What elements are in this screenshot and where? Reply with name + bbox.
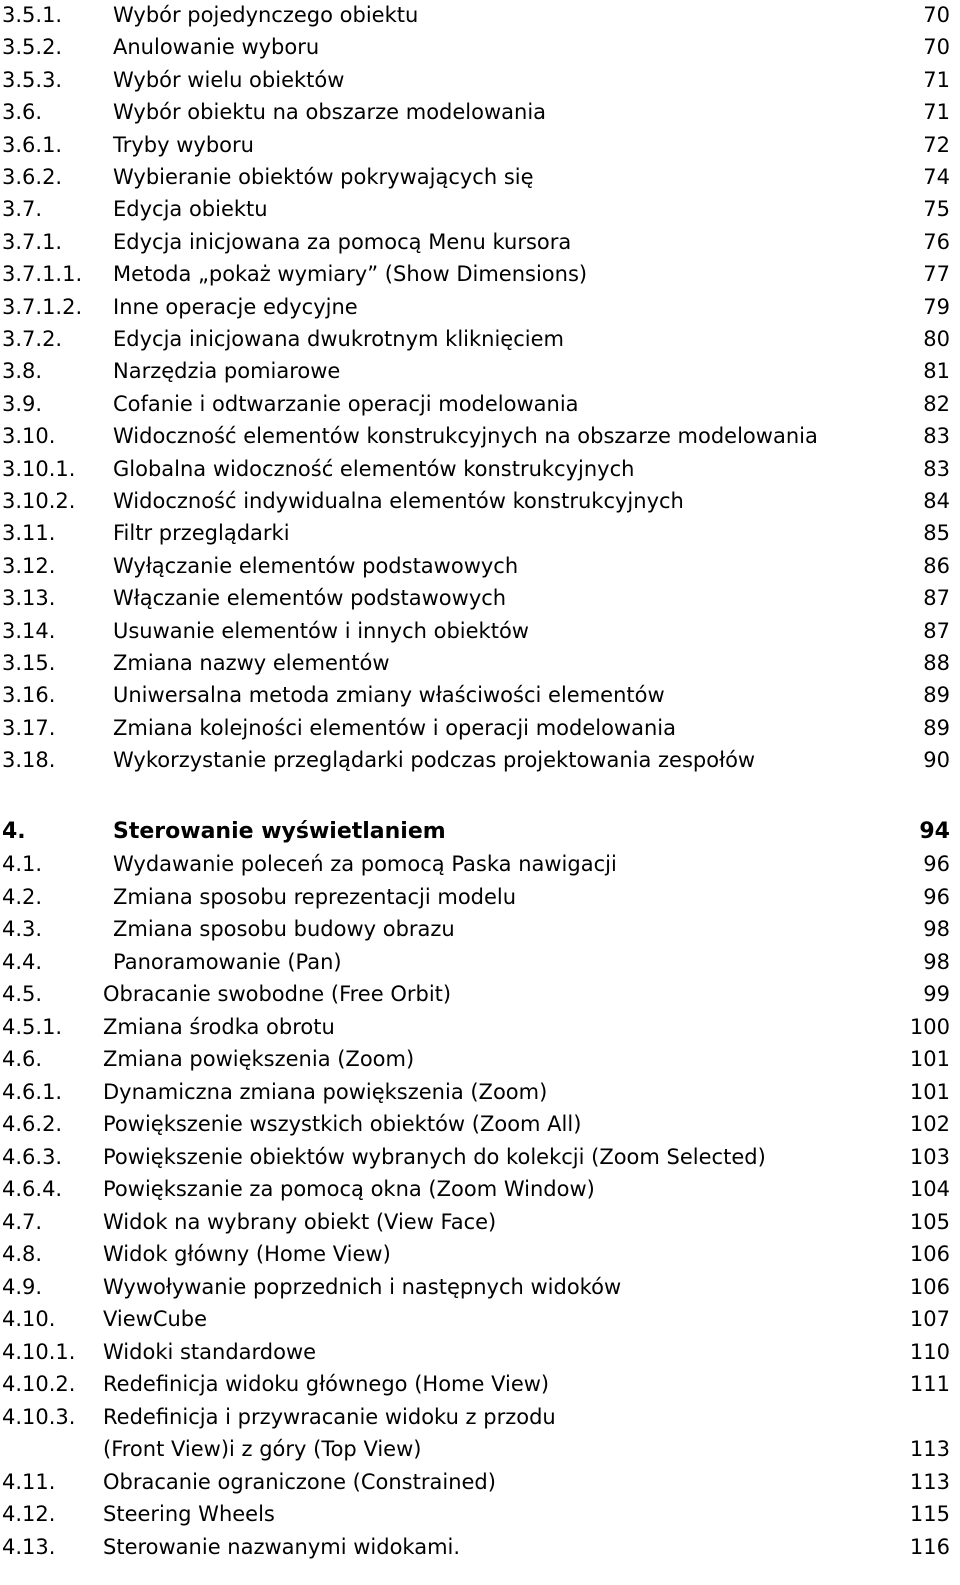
entry-title: Wybieranie obiektów pokrywających się <box>113 165 534 189</box>
toc-entry <box>0 1304 960 1334</box>
entry-page-number: 74 <box>923 165 950 189</box>
toc-entry <box>0 882 960 912</box>
toc-entry <box>0 324 960 354</box>
entry-number: 4.6. <box>2 1047 43 1071</box>
entry-number: 3.8. <box>2 359 43 384</box>
toc-entry <box>0 486 960 516</box>
toc-entry <box>0 518 960 548</box>
entry-page-number: 111 <box>909 1372 950 1396</box>
entry-number: 3.7. <box>2 197 43 222</box>
entry-number: 3.18. <box>2 748 56 773</box>
entry-number: 4.4. <box>2 949 43 974</box>
toc-entry <box>0 1012 960 1042</box>
entry-number: 4.12. <box>2 1502 56 1526</box>
entry-number: 4.8. <box>2 1242 43 1266</box>
entry-page-number: 87 <box>923 586 950 611</box>
entry-number: 4.5.1. <box>2 1014 63 1039</box>
entry-page-number: 89 <box>923 715 950 740</box>
entry-number: 3.14. <box>2 618 56 643</box>
entry-number: 4.6.1. <box>2 1079 63 1104</box>
entry-page-number: 116 <box>909 1534 950 1559</box>
toc-entry <box>0 1467 960 1497</box>
toc-entry <box>0 130 960 160</box>
toc-entry <box>0 389 960 419</box>
entry-number: 3.7.1.1. <box>2 262 83 287</box>
entry-title: Widok na wybrany obiekt (View Face) <box>103 1209 497 1234</box>
entry-page-number: 89 <box>923 683 950 708</box>
toc-entry <box>0 421 960 451</box>
entry-title: Zmiana kolejności elementów i operacji modelowania <box>113 715 676 740</box>
toc-entry <box>0 648 960 678</box>
entry-title: Zmiana sposobu reprezentacji modelu <box>113 884 517 909</box>
entry-page-number: 86 <box>923 553 950 578</box>
toc-entry <box>0 1239 960 1269</box>
toc-entry <box>0 194 960 224</box>
entry-title: Metoda „pokaż wymiary” (Show Dimensions) <box>113 262 588 287</box>
entry-page-number: 113 <box>909 1437 950 1461</box>
entry-title: Obracanie ograniczone (Constrained) <box>103 1469 496 1494</box>
toc-entry <box>0 454 960 484</box>
toc-entry <box>0 947 960 977</box>
entry-number: 4.9. <box>2 1274 43 1299</box>
entry-title: Cofanie i odtwarzanie operacji modelowania <box>113 391 579 416</box>
entry-title: Sterowanie nazwanymi widokami. <box>103 1534 461 1559</box>
entry-title: Wyłączanie elementów podstawowych <box>113 553 519 578</box>
toc-entry <box>0 914 960 944</box>
entry-number: 3.5.3. <box>2 67 63 92</box>
toc-entry <box>0 849 960 879</box>
entry-page-number: 94 <box>919 819 950 844</box>
entry-page-number: 87 <box>923 618 950 643</box>
toc-entry <box>0 616 960 646</box>
entry-number: 4.10.3. <box>2 1404 76 1429</box>
entry-page-number: 77 <box>923 262 950 287</box>
entry-page-number: 79 <box>923 294 950 319</box>
toc-entry <box>0 32 960 62</box>
entry-title: Edycja obiektu <box>113 197 268 222</box>
entry-number: 3.9. <box>2 391 43 416</box>
toc-entry <box>0 1402 960 1432</box>
entry-title: Wybór wielu obiektów <box>113 67 345 92</box>
entry-number: 4.10.1. <box>2 1339 76 1364</box>
toc-entry <box>0 1109 960 1139</box>
entry-title: Narzędzia pomiarowe <box>113 359 341 384</box>
toc-entry <box>0 1142 960 1172</box>
entry-page-number: 100 <box>909 1014 950 1039</box>
entry-page-number: 76 <box>923 229 950 254</box>
entry-title: Steering Wheels <box>103 1502 275 1526</box>
entry-number: 4. <box>2 819 26 844</box>
entry-number: 4.6.2. <box>2 1112 63 1136</box>
toc-entry <box>0 745 960 775</box>
entry-title: ViewCube <box>103 1307 208 1331</box>
entry-title: (Front View)i z góry (Top View) <box>103 1437 422 1461</box>
entry-title: Wybór obiektu na obszarze modelowania <box>113 100 547 125</box>
entry-title: Obracanie swobodne (Free Orbit) <box>103 982 452 1006</box>
entry-number: 3.15. <box>2 651 56 675</box>
entry-title: Dynamiczna zmiana powiększenia (Zoom) <box>103 1079 548 1104</box>
entry-page-number: 113 <box>909 1469 950 1494</box>
entry-title: Powiększanie za pomocą okna (Zoom Window) <box>103 1177 595 1201</box>
entry-title: Zmiana nazwy elementów <box>113 651 390 675</box>
entry-number: 4.7. <box>2 1209 43 1234</box>
entry-title: Anulowanie wyboru <box>113 35 320 60</box>
toc-entry <box>0 1499 960 1529</box>
entry-number: 3.11. <box>2 521 56 546</box>
entry-number: 4.6.3. <box>2 1144 63 1169</box>
toc-entry <box>0 97 960 127</box>
entry-page-number: 101 <box>909 1047 950 1071</box>
entry-page-number: 98 <box>923 949 950 974</box>
entry-title: Wydawanie poleceń za pomocą Paska nawigacji <box>113 852 617 876</box>
entry-title: Zmiana powiększenia (Zoom) <box>103 1047 415 1071</box>
toc-entry <box>0 1174 960 1204</box>
entry-number: 3.6.1. <box>2 132 63 157</box>
entry-number: 3.10. <box>2 424 56 449</box>
entry-page-number: 96 <box>923 852 950 876</box>
entry-number: 4.3. <box>2 917 43 941</box>
entry-number: 3.10.2. <box>2 489 76 513</box>
entry-number: 4.6.4. <box>2 1177 63 1201</box>
toc-entry <box>0 583 960 613</box>
toc-entry <box>0 1272 960 1302</box>
entry-page-number: 70 <box>923 3 950 27</box>
entry-title: Inne operacje edycyjne <box>113 294 358 319</box>
entry-page-number: 81 <box>923 359 950 384</box>
entry-page-number: 84 <box>923 489 950 513</box>
entry-title: Tryby wyboru <box>113 132 254 157</box>
entry-number: 4.1. <box>2 852 43 876</box>
toc-entry <box>0 162 960 192</box>
entry-title: Widoki standardowe <box>103 1339 317 1364</box>
entry-title: Sterowanie wyświetlaniem <box>113 819 446 844</box>
entry-page-number: 99 <box>923 982 950 1006</box>
entry-number: 3.6.2. <box>2 165 63 189</box>
toc-entry <box>0 1369 960 1399</box>
entry-number: 3.10.1. <box>2 456 76 481</box>
entry-number: 3.5.1. <box>2 3 63 27</box>
entry-page-number: 102 <box>909 1112 950 1136</box>
entry-page-number: 80 <box>923 327 950 351</box>
entry-title: Edycja inicjowana za pomocą Menu kursora <box>113 229 572 254</box>
entry-title: Widok główny (Home View) <box>103 1242 391 1266</box>
entry-page-number: 88 <box>923 651 950 675</box>
entry-title: Edycja inicjowana dwukrotnym kliknięciem <box>113 327 564 351</box>
toc-entry <box>0 551 960 581</box>
entry-title: Zmiana sposobu budowy obrazu <box>113 917 455 941</box>
entry-page-number: 70 <box>923 35 950 60</box>
entry-number: 4.10. <box>2 1307 56 1331</box>
entry-number: 3.17. <box>2 715 56 740</box>
entry-page-number: 105 <box>909 1209 950 1234</box>
entry-page-number: 96 <box>923 884 950 909</box>
entry-page-number: 71 <box>923 100 950 125</box>
toc-entry <box>0 227 960 257</box>
entry-page-number: 101 <box>909 1079 950 1104</box>
toc-entry <box>0 979 960 1009</box>
entry-title: Powiększenie wszystkich obiektów (Zoom All) <box>103 1112 582 1136</box>
entry-title: Zmiana środka obrotu <box>103 1014 335 1039</box>
entry-page-number: 115 <box>909 1502 950 1526</box>
entry-number: 4.11. <box>2 1469 56 1494</box>
toc-entry <box>0 259 960 289</box>
entry-number: 3.7.1.2. <box>2 294 83 319</box>
entry-title: Wybór pojedynczego obiektu <box>113 3 419 27</box>
toc-entry <box>0 713 960 743</box>
entry-title: Redefinicja widoku głównego (Home View) <box>103 1372 550 1396</box>
entry-number: 4.10.2. <box>2 1372 76 1396</box>
toc-entry <box>0 1337 960 1367</box>
entry-number: 4.13. <box>2 1534 56 1559</box>
entry-number: 3.5.2. <box>2 35 63 60</box>
entry-page-number: 98 <box>923 917 950 941</box>
toc-entry <box>0 0 960 30</box>
toc-entry <box>0 292 960 322</box>
entry-number: 4.5. <box>2 982 43 1006</box>
entry-page-number: 106 <box>909 1274 950 1299</box>
entry-title: Usuwanie elementów i innych obiektów <box>113 618 529 643</box>
entry-title: Filtr przeglądarki <box>113 521 290 546</box>
entry-title: Wywoływanie poprzednich i następnych widoków <box>103 1274 622 1299</box>
toc-entry <box>0 1434 960 1464</box>
entry-number: 3.13. <box>2 586 56 611</box>
entry-title: Globalna widoczność elementów konstrukcyjnych <box>113 456 635 481</box>
entry-page-number: 75 <box>923 197 950 222</box>
entry-page-number: 110 <box>909 1339 950 1364</box>
entry-title: Widoczność indywidualna elementów konstrukcyjnych <box>113 489 684 513</box>
entry-number: 3.6. <box>2 100 43 125</box>
entry-page-number: 103 <box>909 1144 950 1169</box>
toc-entry <box>0 356 960 386</box>
entry-page-number: 71 <box>923 67 950 92</box>
toc-entry <box>0 1532 960 1562</box>
entry-title: Włączanie elementów podstawowych <box>113 586 507 611</box>
entry-page-number: 104 <box>909 1177 950 1201</box>
toc-entry <box>0 1207 960 1237</box>
entry-page-number: 83 <box>923 424 950 449</box>
entry-title: Uniwersalna metoda zmiany właściwości elementów <box>113 683 665 708</box>
entry-title: Redefinicja i przywracanie widoku z przodu <box>103 1404 556 1429</box>
entry-page-number: 85 <box>923 521 950 546</box>
entry-title: Panoramowanie (Pan) <box>113 949 342 974</box>
entry-page-number: 82 <box>923 391 950 416</box>
entry-title: Powiększenie obiektów wybranych do kolekcji (Zoom Selected) <box>103 1144 766 1169</box>
entry-number: 3.7.2. <box>2 327 63 351</box>
toc-entry <box>0 1077 960 1107</box>
entry-page-number: 106 <box>909 1242 950 1266</box>
entry-number: 4.2. <box>2 884 43 909</box>
entry-page-number: 107 <box>909 1307 950 1331</box>
entry-page-number: 72 <box>923 132 950 157</box>
entry-title: Wykorzystanie przeglądarki podczas projektowania zespołów <box>113 748 756 773</box>
toc-entry <box>0 1044 960 1074</box>
entry-title: Widoczność elementów konstrukcyjnych na obszarze modelowania <box>113 424 818 449</box>
toc-entry <box>0 65 960 95</box>
entry-page-number: 83 <box>923 456 950 481</box>
entry-page-number: 90 <box>923 748 950 773</box>
entry-number: 3.16. <box>2 683 56 708</box>
entry-number: 3.12. <box>2 553 56 578</box>
entry-number: 3.7.1. <box>2 229 63 254</box>
toc-entry <box>0 680 960 710</box>
chapter-heading <box>0 817 960 847</box>
